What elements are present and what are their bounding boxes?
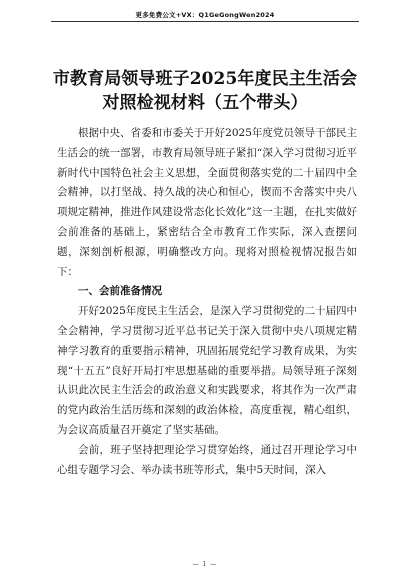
intro-paragraph: 根据中央、省委和市委关于开好2025年度党员领导干部民主生活会的统一部署，市教育局领导班子紧扣“深入学习贯彻习近平新时代中国特色社会主义思想，全面贯彻落实党的二十届四中全会精神，以打坚战、持久战的决心和恒心，锲而不舍落实中央八项规定精神，推进作风建设常态化长效化”这一主题，在扎实做好会前准备的基础上，紧密结合全市教育工作实际，深入查摆问题，深刻剖析根源，明确整改方向。现将对照检视情况报告如下：	[57, 127, 357, 278]
header-divider	[51, 21, 359, 22]
section-heading: 一、会前准备情况	[78, 285, 162, 298]
page-number: — 1 —	[192, 561, 218, 568]
body-paragraph: 开好2025年度民主生活会，是深入学习贯彻党的二十届四中全会精神，学习贯彻习近平总书记关于深入贯彻中央八项规定精神学习教育的重要指示精神，巩固拓展党纪学习教育成果，为实现“十五五”良好开局打牢思想基础的重要举措。局领导班子深刻认识此次民主生活会的政治意义和实践要求，将其作为一次严肃的党内政治生活历练和深刻的政治体检，高度重视，精心组织，为会议高质量召开奠定了坚实基础。	[57, 305, 357, 436]
document-title-line-1: 市教育局领导班子2025年度民主生活会	[52, 69, 358, 89]
page-header: 更多免费公文+VX：Q1GeGongWen2024	[135, 11, 275, 19]
document-body	[57, 124, 357, 480]
document-title-line-2: 对照检视材料（五个带头）	[102, 93, 308, 113]
body-paragraph: 会前，班子坚持把理论学习贯穿始终，通过召开理论学习中心组专题学习会、举办读书班等形式，集中5天时间，深入	[57, 443, 357, 476]
